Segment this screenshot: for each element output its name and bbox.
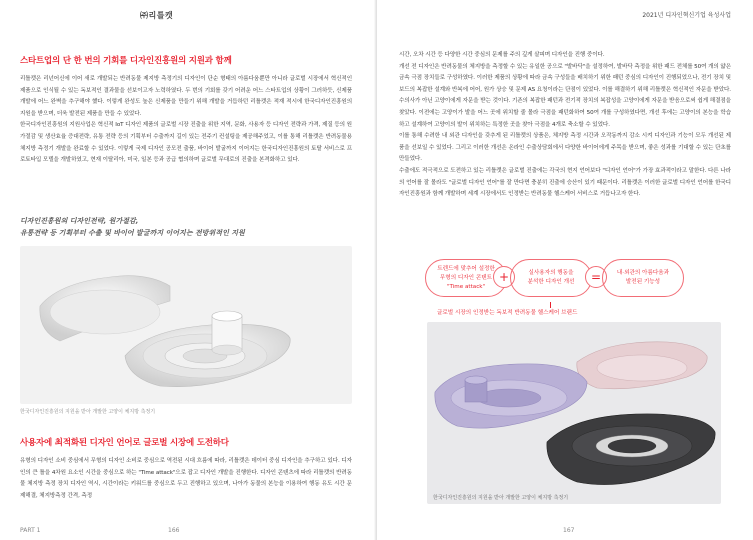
image-caption: 한국디자인진흥원의 지원을 받아 개발한 고양이 체지방 측정기 <box>20 409 156 415</box>
bubble-text: 트렌드에 맞추어 설정한 <box>437 265 495 272</box>
bubble-text: 무형의 디자인 콘텐트 <box>439 274 493 281</box>
bubble-text: 분석한 디자인 개선 <box>527 279 575 285</box>
section-heading-1: 스타트업의 단 한 번의 기회를 디자인진흥원의 지원과 함께 <box>20 56 232 66</box>
cat-scale-illustration <box>20 246 352 404</box>
image-caption: 한국디자인진흥원의 지원을 받아 개발한 고양이 체지방 측정기 <box>433 495 569 501</box>
running-head-program: 2021년 디자인혁신기업 육성사업 <box>642 12 731 19</box>
right-page <box>377 0 753 540</box>
body-text-block-1 <box>20 74 352 167</box>
pull-quote-line: 유통전략 등 기획부터 수출 및 바이어 발굴까지 이어지는 전방위적인 지원 <box>20 229 245 237</box>
page-number: 167 <box>563 527 575 534</box>
concept-bubble-result <box>602 259 684 297</box>
paragraph: 한국디자인진흥원의 지원사업은 혁신적 IoT 디자인 제품의 글로벌 시장 진출을 위한 지역, 문화, 사용자 등 디자인 전략과 가격, 제질 등의 원가절감 및 생산효율 증대전략, 유통 전략 등의 기획부터 수출까지 길이 있는 전주기 컨설팅을 제공해주었고, 이를 통해 리틀캣은 반려동물용 체지방 측정기 개발을 완료할 수 있었다. 이렇게 국제 디자인 공모전 출품, 바이어 발굴까지 이어지는 한국디자인진흥원의 토탈 서비스로 프로토타입 모델을 개발하였고, 현재 이탈리아, 미국, 일본 등과 공급 협의하며 글로벌 무대로의 진출을 본격화하고 있다. <box>20 122 352 164</box>
product-photo-right <box>427 322 721 504</box>
body-text-block-3 <box>399 50 731 201</box>
product-photo-left <box>20 246 352 404</box>
paragraph: 이를 통해 수려한 내 외관 디자인을 갖추게 된 리틀캣의 상품은, 체지방 측정 시간과 오작동까지 감소 시켜 디자인과 기능이 모두 개선된 제품을 선보일 수 있었다. 그리고 이러한 개선은 온라인 수출상담회에서 다양한 바이어에게 주목을 받으며, 좋은 성과를 기대할 수 있는 단초를 만들었다. <box>399 133 731 163</box>
bubble-text: 발전된 기능성 <box>625 279 661 285</box>
running-head-company: ㈜리틀캣 <box>140 11 174 20</box>
left-page <box>0 0 376 540</box>
paragraph: 시간, 오차 시간 등 다양한 시간 중심의 문제를 주의 깊게 살피며 디자인을 진행 중이다. <box>399 52 605 58</box>
paragraph: 리틀캣은 리넌어신에 이어 새로 개발되는 반려동물 제지방 측정기의 디자인이 단순 형태의 아름다움뿐만 아니라 글로벌 시장에서 혁신적인 제품으로 인식될 수 있는 독보적인 결과물을 선보이고자 노력하였다. 두 번의 기회를 갖기 어려운 어느 스타트업의 상황이 그러하듯, 신제품 개발에 어느 완벽을 추구해야 했다. 이렇게 완성도 높은 신제품을 만들기 위해 개발을 거듭하던 리틀캣은 적재 적시에 한국디자인진흥원의 지원을 받으며, 더욱 발전된 제품을 만들 수 있었다. <box>20 76 352 117</box>
paragraph: 수출에도 적극적으로 도전하고 있는 리틀캣은 글로벌 진출에는 각국의 현지 언어보다 "디자인 언어"가 가장 효과적이라고 말한다. 다른 나라의 언어를 잘 몰라도 "글로벌 디자인 언어"를 잘 만다면 충분히 진출에 승산이 있기 때문이다. 리틀캣은 이러한 글로벌 디자인 언어를 한국디자인진흥원과 함께 개발하며 세계 시장에서도 인정받는 반려동물 헬스케어 서비스로 거듭나고자 한다. <box>399 167 731 198</box>
plus-operator: + <box>493 266 515 288</box>
bubble-text: 내·외관의 아름다움과 <box>616 270 670 276</box>
pull-quote-line: 디자인진흥원의 디자인전략, 원가절감, <box>20 217 139 225</box>
body-text-block-2 <box>20 456 352 502</box>
section-heading-2: 사용자에 최적화된 디자인 언어로 글로벌 시장에 도전하다 <box>20 438 229 448</box>
concept-bubble-user-analysis <box>510 259 592 297</box>
equals-operator: = <box>585 266 607 288</box>
paragraph: 개선 전 디자인은 반려동물의 체지방을 측정할 수 있는 유일한 공으로 "발바닥"을 설정하여, 발바닥 측정을 위한 패드 전체를 50여 개의 얇은 금속 극점 장치들로 구성하였다. 이러한 제품의 상황에 따라 금속 구성들을 배치하기 위한 패턴 중심의 디자인이 진행되었으나, 전기 장치 및 보드의 복잡한 설계와 반복에 어어, 원가 상승 및 문제 AS 요청이라는 단점이 있었다. 이를 해결하기 위해 리틀캣은 혁신적인 자문을 받았다. 수의사가 아닌 고양이에게 자문을 받는 것이다. 기존의 복잡한 패턴과 전기적 장치의 복잡성을 고양이에게 자문을 받음으로써 쉽게 해결점을 찾았다. 이전에는 고양이가 발을 어느 곳에 위치할 줄 몰라 극점을 패턴화하여 50여 개를 구성하였다면, 개선 후에는 고양이의 본능을 학습하고 설계하여 고양이의 발이 위치하는 특정한 곳을 찾아 극점을 4개로 축소할 수 있었다. <box>399 63 731 128</box>
part-label: PART 1 <box>20 527 41 534</box>
bubble-text: 실사용자의 행동을 <box>528 270 574 276</box>
pull-quote <box>20 215 350 239</box>
colored-cat-scales-illustration <box>427 322 721 504</box>
page-number: 166 <box>168 527 180 534</box>
bubble-text: "Time attack" <box>446 283 486 290</box>
paragraph: 유형의 디자인 소비 중심에서 무형의 디자인 소비로 중심으로 역전된 시대 흐름에 따라, 리틀캣은 데이터 중심 디자인을 추구하고 있다. 디자인의 큰 틀을 4차원 요소인 시간을 중심으로 하는 "Time attack"으로 잡고 디자인 개발을 진행한다. 디자인 콘텐츠에 따라 리틀캣의 반려동물 체지방 측정 장치 디자인 역시, 시간이라는 키워드를 중심으로 두고 진행하고 있으며, 나아가 동물의 본능을 이용하여 행동 유도 시간 문제해결, 체지방측정 간격, 측정 <box>20 458 352 499</box>
brand-result-text: 글로벌 시장의 인정받는 독보적 반려동물 헬스케어 브랜드 <box>437 310 578 316</box>
